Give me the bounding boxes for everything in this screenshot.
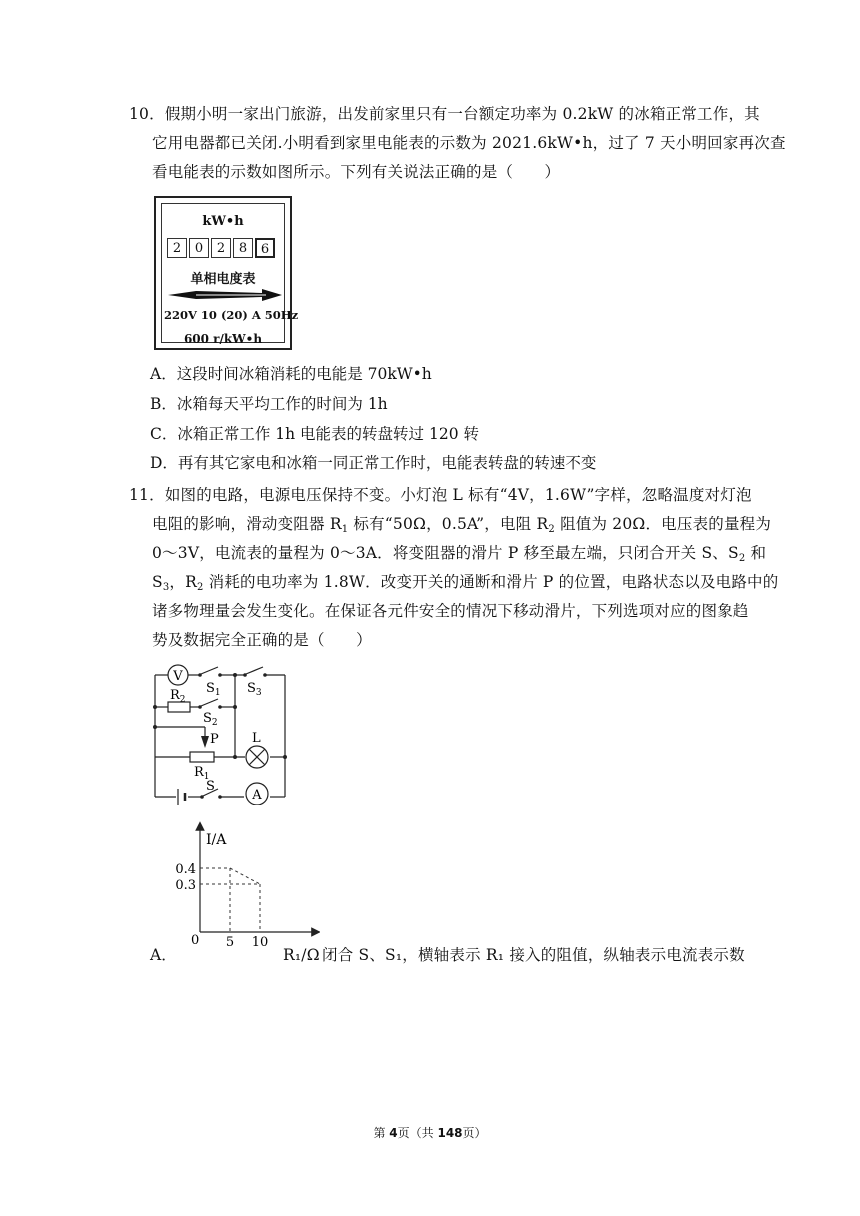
svg-text:S1: $S_1$ — [206, 681, 221, 698]
meter-face — [161, 203, 299, 346]
switch-s2-icon — [201, 699, 218, 706]
meter-digit: 2 — [211, 238, 231, 258]
q10-option-b: B．冰箱每天平均工作的时间为 1h — [150, 395, 388, 413]
q10-option-a: A．这段时间冰箱消耗的电能是 70kW•h — [150, 365, 432, 383]
circuit-diagram — [140, 660, 300, 805]
switch-s1-icon — [201, 667, 218, 674]
svg-text:R2: $R_2$ — [170, 688, 186, 705]
y-tick-label: 0.3 — [175, 878, 196, 893]
q11-option-a-caption: 闭合 S、S₁，横轴表示 R₁ 接入的阻值，纵轴表示电流表示数 — [322, 946, 745, 964]
rheostat-r1-icon — [190, 752, 214, 762]
y-tick-label: 0.4 — [175, 862, 196, 877]
meter-digit: 0 — [189, 238, 209, 258]
q11-text-line-1: 11．如图的电路，电源电压保持不变。小灯泡 L 标有“4V，1.6W”字样，忽略温度对灯泡 — [129, 486, 752, 504]
option-a-graph — [170, 818, 320, 960]
q11-text-line-5: 诸多物理量会发生变化。在保证各元件安全的情况下移动滑片，下列选项对应的图象趋 — [152, 602, 749, 620]
meter-digit: 8 — [233, 238, 253, 258]
q11-text-line-4: $S_3$，$R_2$ 消耗的电功率为 1.8W．改变开关的通断和滑片 P 的位置，电路状态以及电路中的 — [152, 573, 779, 593]
q11-text-line-3: 0～3V，电流表的量程为 0～3A．将变阻器的滑片 P 移至最左端，只闭合开关 S、$S_2$ 和 — [152, 544, 767, 564]
q10-text-line-2: 它用电器都已关闭.小明看到家里电能表的示数为 2021.6kW•h，过了 7 天小明回家再次查 — [152, 134, 786, 152]
q11-text-line-2: 电阻的影响，滑动变阻器 $R_1$ 标有“50Ω，0.5A”，电阻 $R_2$ 阻值为 20Ω．电压表的量程为 — [152, 515, 772, 535]
electric-meter-figure — [154, 196, 299, 350]
x-tick-label: 5 — [225, 935, 235, 950]
svg-text:V: V — [173, 669, 183, 684]
x-tick-label: 10 — [251, 935, 269, 950]
slider-p-icon — [201, 736, 209, 748]
svg-text:S: S — [206, 779, 215, 794]
svg-text:L: L — [252, 731, 261, 746]
meter-name: 单相电度表 — [190, 272, 256, 287]
svg-text:S2: $S_2$ — [203, 711, 218, 728]
q10-option-d: D．再有其它家电和冰箱一同正常工作时，电能表转盘的转速不变 — [150, 454, 597, 472]
svg-text:S3: $S_3$ — [247, 681, 262, 698]
meter-unit: kW•h — [202, 214, 244, 229]
q10-option-c: C．冰箱正常工作 1h 电能表的转盘转过 120 转 — [150, 425, 479, 443]
meter-digit-decimal: 6 — [255, 238, 275, 258]
y-axis-label: I/A — [206, 832, 227, 848]
meter-rate: 600 r/kW•h — [183, 332, 263, 346]
svg-text:A: A — [252, 788, 262, 803]
switch-s3-icon — [246, 667, 263, 674]
meter-spec: 220V 10 (20) A 50Hz — [164, 308, 299, 322]
origin-label: 0 — [191, 933, 200, 948]
x-axis-label: R₁/Ω — [283, 946, 320, 964]
meter-digits — [167, 238, 277, 258]
svg-text:P: P — [210, 732, 219, 747]
q10-text-line-3: 看电能表的示数如图所示。下列有关说法正确的是（ ） — [152, 163, 561, 181]
q10-text-line-1: 10．假期小明一家出门旅游，出发前家里只有一台额定功率为 0.2kW 的冰箱正常工作，其 — [129, 105, 760, 123]
q11-text-line-6: 势及数据完全正确的是（ ） — [152, 631, 372, 649]
page-footer: 第 4页（共 148页） — [373, 1126, 487, 1140]
q11-option-a-label: A． — [150, 946, 177, 964]
arrow-icon — [166, 288, 284, 302]
meter-digit: 2 — [167, 238, 187, 258]
svg-text:R1: $R_1$ — [194, 765, 210, 782]
